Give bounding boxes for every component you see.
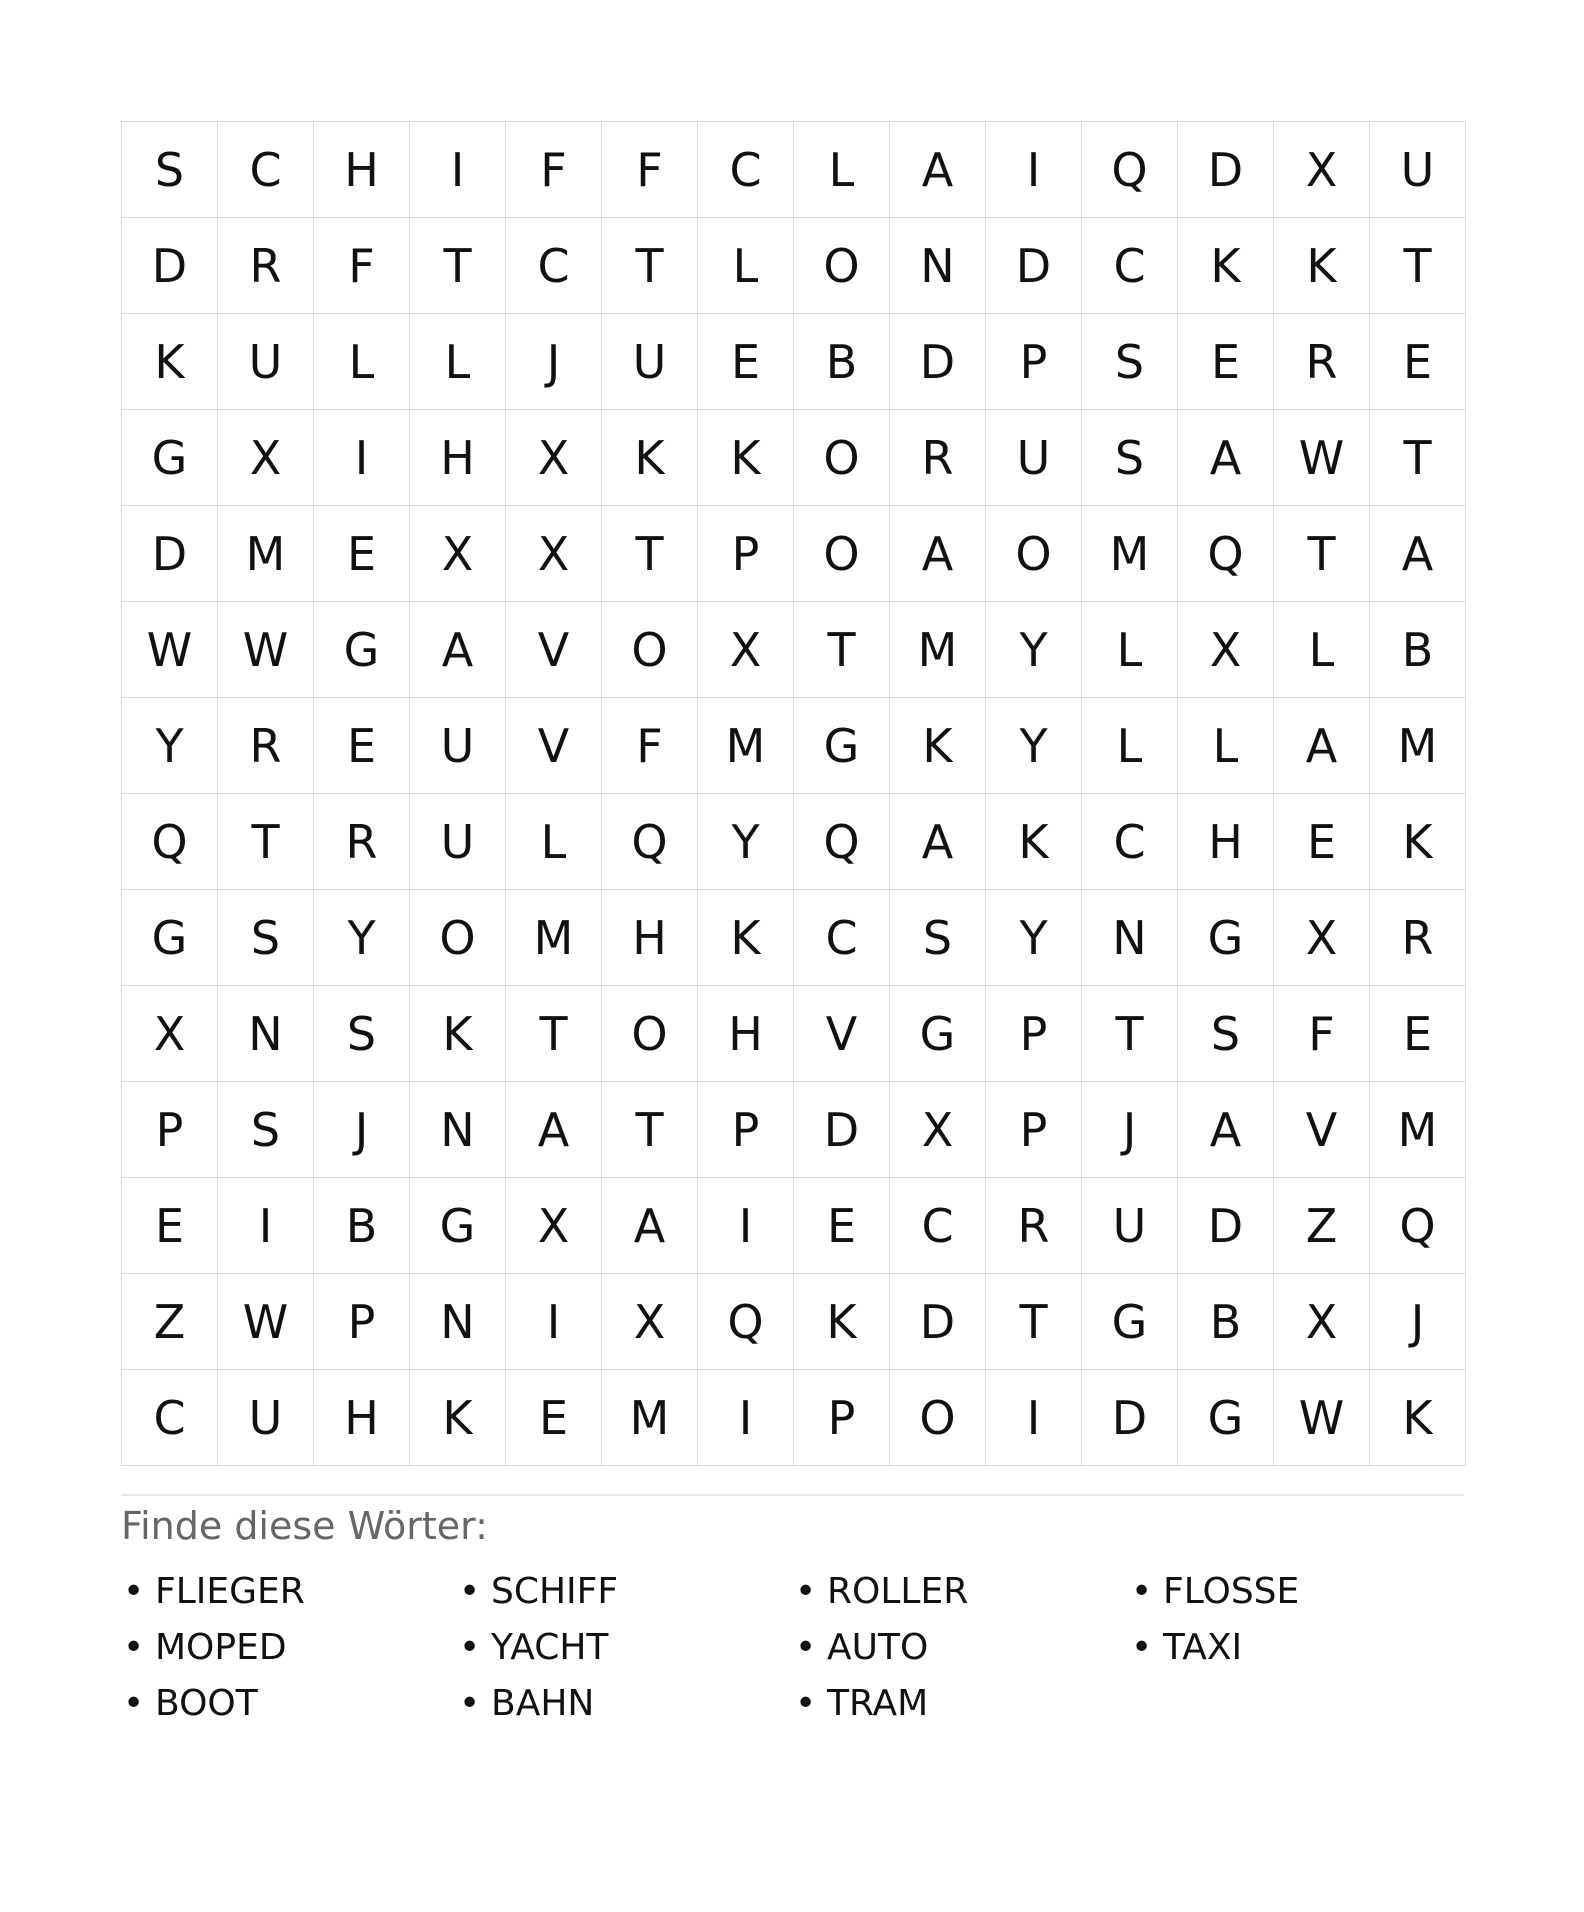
word-list-item [793,1564,1129,1620]
grid-cell[interactable]: C [218,122,314,218]
word-label: FLOSSE [1163,1570,1300,1612]
grid-cell[interactable]: P [794,1370,890,1466]
letter-grid [121,121,1466,1466]
grid-cell[interactable]: A [506,1082,602,1178]
grid-cell[interactable]: A [890,794,986,890]
grid-cell[interactable]: E [1178,314,1274,410]
word-label: FLIEGER [155,1570,305,1612]
grid-cell[interactable]: T [506,986,602,1082]
grid-cell[interactable]: I [986,1370,1082,1466]
grid-cell[interactable]: G [122,410,218,506]
grid-cell[interactable]: X [1274,890,1370,986]
grid-cell[interactable]: Y [314,890,410,986]
grid-cell[interactable]: F [602,698,698,794]
grid-cell[interactable]: I [698,1370,794,1466]
bullet-icon: • [123,1626,145,1668]
grid-cell[interactable]: T [602,506,698,602]
grid-cell[interactable]: A [1274,698,1370,794]
grid-cell[interactable]: U [1082,1178,1178,1274]
grid-cell[interactable]: F [1274,986,1370,1082]
grid-cell[interactable]: N [410,1082,506,1178]
grid-cell[interactable]: I [218,1178,314,1274]
grid-cell[interactable]: I [314,410,410,506]
word-label: ROLLER [827,1570,969,1612]
grid-cell[interactable]: T [794,602,890,698]
grid-cell[interactable]: Y [122,698,218,794]
word-list-item [121,1676,457,1732]
grid-cell[interactable]: M [698,698,794,794]
word-label: BAHN [491,1682,595,1724]
grid-cell[interactable]: R [218,218,314,314]
word-list-item [457,1564,793,1620]
grid-cell[interactable]: S [218,1082,314,1178]
word-list-item [457,1676,793,1732]
grid-cell[interactable]: Y [698,794,794,890]
grid-cell[interactable]: T [602,218,698,314]
grid-cell[interactable]: G [314,602,410,698]
grid-cell[interactable]: T [986,1274,1082,1370]
word-label: TAXI [1163,1626,1243,1668]
grid-cell[interactable]: M [1370,1082,1466,1178]
grid-cell[interactable]: L [314,314,410,410]
grid-cell[interactable]: Z [1274,1178,1370,1274]
word-label: SCHIFF [491,1570,619,1612]
grid-cell[interactable]: X [890,1082,986,1178]
grid-cell[interactable]: W [1274,410,1370,506]
grid-cell[interactable]: C [122,1370,218,1466]
grid-cell[interactable]: X [1274,1274,1370,1370]
grid-cell[interactable]: D [890,1274,986,1370]
grid-cell[interactable]: X [122,986,218,1082]
grid-cell[interactable]: X [218,410,314,506]
word-list-item [121,1620,457,1676]
grid-cell[interactable]: N [890,218,986,314]
word-label: AUTO [827,1626,929,1668]
grid-cell[interactable]: X [506,1178,602,1274]
grid-cell[interactable]: E [122,1178,218,1274]
grid-cell[interactable]: C [506,218,602,314]
grid-cell[interactable]: H [314,122,410,218]
grid-cell[interactable]: S [1178,986,1274,1082]
grid-cell[interactable]: A [1370,506,1466,602]
divider [121,1494,1464,1496]
grid-cell[interactable]: L [1082,602,1178,698]
grid-cell[interactable]: R [218,698,314,794]
grid-cell[interactable]: K [602,410,698,506]
grid-cell[interactable]: P [698,506,794,602]
grid-cell[interactable]: G [794,698,890,794]
grid-cell[interactable]: K [698,890,794,986]
grid-cell[interactable]: I [410,122,506,218]
grid-cell[interactable]: L [1082,698,1178,794]
grid-cell[interactable]: T [410,218,506,314]
grid-cell[interactable]: R [1274,314,1370,410]
grid-cell[interactable]: R [1370,890,1466,986]
grid-cell[interactable]: K [410,1370,506,1466]
grid-cell[interactable]: A [1178,1082,1274,1178]
grid-cell[interactable]: K [410,986,506,1082]
grid-cell[interactable]: K [1370,1370,1466,1466]
grid-cell[interactable]: P [314,1274,410,1370]
bullet-icon: • [795,1682,817,1724]
bullet-icon: • [123,1682,145,1724]
grid-cell[interactable]: Y [986,602,1082,698]
grid-cell[interactable]: C [698,122,794,218]
grid-cell[interactable]: Q [602,794,698,890]
grid-cell[interactable]: M [890,602,986,698]
grid-cell[interactable]: G [1082,1274,1178,1370]
grid-cell[interactable]: H [1178,794,1274,890]
grid-cell[interactable]: D [890,314,986,410]
grid-cell[interactable]: O [986,506,1082,602]
grid-cell[interactable]: L [410,314,506,410]
grid-cell[interactable]: K [794,1274,890,1370]
grid-cell[interactable]: Q [122,794,218,890]
grid-cell[interactable]: Q [794,794,890,890]
grid-cell[interactable]: K [1370,794,1466,890]
grid-cell[interactable]: N [410,1274,506,1370]
grid-cell[interactable]: B [1370,602,1466,698]
grid-cell[interactable]: M [1370,698,1466,794]
grid-cell[interactable]: P [122,1082,218,1178]
grid-cell[interactable]: G [1178,890,1274,986]
grid-cell[interactable]: M [602,1370,698,1466]
grid-cell[interactable]: V [506,698,602,794]
word-list-item [793,1676,1129,1732]
grid-cell[interactable]: T [1370,218,1466,314]
grid-cell[interactable]: L [1274,602,1370,698]
grid-cell[interactable]: V [1274,1082,1370,1178]
grid-cell[interactable]: S [218,890,314,986]
grid-cell[interactable]: C [1082,794,1178,890]
grid-cell[interactable]: O [794,218,890,314]
grid-cell[interactable]: L [506,794,602,890]
grid-cell[interactable]: T [1274,506,1370,602]
grid-cell[interactable]: N [218,986,314,1082]
grid-cell[interactable]: R [986,1178,1082,1274]
grid-cell[interactable]: U [986,410,1082,506]
grid-cell[interactable]: E [794,1178,890,1274]
grid-cell[interactable]: Z [122,1274,218,1370]
grid-cell[interactable]: D [794,1082,890,1178]
grid-cell[interactable]: S [890,890,986,986]
grid-cell[interactable]: M [218,506,314,602]
grid-cell[interactable]: E [1370,986,1466,1082]
grid-cell[interactable]: K [1274,218,1370,314]
grid-cell[interactable]: G [122,890,218,986]
grid-cell[interactable]: F [314,218,410,314]
grid-cell[interactable]: C [1082,218,1178,314]
grid-cell[interactable]: O [890,1370,986,1466]
grid-cell[interactable]: X [506,410,602,506]
grid-cell[interactable]: O [602,602,698,698]
word-search-sheet [121,121,1464,1732]
grid-cell[interactable]: B [1178,1274,1274,1370]
grid-cell[interactable]: O [794,506,890,602]
grid-cell[interactable]: D [986,218,1082,314]
grid-cell[interactable]: W [218,1274,314,1370]
grid-cell[interactable]: L [698,218,794,314]
word-label: BOOT [155,1682,258,1724]
grid-cell[interactable]: E [506,1370,602,1466]
grid-cell[interactable]: H [602,890,698,986]
word-label: TRAM [827,1682,929,1724]
grid-cell[interactable]: N [1082,890,1178,986]
grid-cell[interactable]: R [314,794,410,890]
word-list-item [793,1620,1129,1676]
grid-cell[interactable]: K [986,794,1082,890]
grid-cell[interactable]: Y [986,698,1082,794]
grid-cell[interactable]: U [218,314,314,410]
grid-cell[interactable]: M [506,890,602,986]
grid-cell[interactable]: P [986,986,1082,1082]
grid-cell[interactable]: I [986,122,1082,218]
grid-cell[interactable]: U [602,314,698,410]
grid-cell[interactable]: Q [1370,1178,1466,1274]
grid-cell[interactable]: L [1178,698,1274,794]
grid-cell[interactable]: T [602,1082,698,1178]
grid-cell[interactable]: R [890,410,986,506]
grid-cell[interactable]: K [122,314,218,410]
grid-cell[interactable]: G [890,986,986,1082]
grid-cell[interactable]: Q [1178,506,1274,602]
grid-cell[interactable]: H [314,1370,410,1466]
grid-cell[interactable]: I [506,1274,602,1370]
grid-cell[interactable]: D [1082,1370,1178,1466]
grid-cell[interactable]: J [1082,1082,1178,1178]
grid-cell[interactable]: J [506,314,602,410]
word-list-item [1129,1564,1465,1620]
grid-cell[interactable]: W [1274,1370,1370,1466]
grid-cell[interactable]: E [698,314,794,410]
grid-cell[interactable]: A [890,122,986,218]
grid-cell[interactable]: V [794,986,890,1082]
grid-cell[interactable]: Y [986,890,1082,986]
grid-cell[interactable]: S [122,122,218,218]
grid-cell[interactable]: J [314,1082,410,1178]
grid-cell[interactable]: O [410,890,506,986]
grid-cell[interactable]: X [506,506,602,602]
grid-cell[interactable]: X [1274,122,1370,218]
grid-cell[interactable]: E [1370,314,1466,410]
bullet-icon: • [459,1570,481,1612]
grid-cell[interactable]: A [410,602,506,698]
grid-cell[interactable]: L [794,122,890,218]
grid-cell[interactable]: P [986,314,1082,410]
grid-cell[interactable]: D [122,506,218,602]
bullet-icon: • [459,1682,481,1724]
grid-cell[interactable]: U [218,1370,314,1466]
grid-cell[interactable]: D [1178,122,1274,218]
grid-cell[interactable]: Q [698,1274,794,1370]
grid-cell[interactable]: O [602,986,698,1082]
word-label: YACHT [491,1626,609,1668]
grid-cell[interactable]: S [1082,314,1178,410]
bullet-icon: • [795,1570,817,1612]
grid-cell[interactable]: K [698,410,794,506]
bullet-icon: • [1131,1626,1153,1668]
bullet-icon: • [123,1570,145,1612]
grid-cell[interactable]: X [410,506,506,602]
grid-cell[interactable]: M [1082,506,1178,602]
grid-cell[interactable]: U [410,698,506,794]
grid-cell[interactable]: F [602,122,698,218]
grid-cell[interactable]: A [890,506,986,602]
grid-cell[interactable]: B [794,314,890,410]
grid-cell[interactable]: D [122,218,218,314]
word-list-item [121,1564,457,1620]
bullet-icon: • [459,1626,481,1668]
grid-cell[interactable]: C [890,1178,986,1274]
grid-cell[interactable]: G [410,1178,506,1274]
word-list-item [457,1620,793,1676]
grid-cell[interactable]: X [1178,602,1274,698]
grid-cell[interactable]: O [794,410,890,506]
grid-cell[interactable]: B [314,1178,410,1274]
grid-cell[interactable]: E [1274,794,1370,890]
grid-cell[interactable]: U [410,794,506,890]
grid-cell[interactable]: I [698,1178,794,1274]
grid-cell[interactable]: X [602,1274,698,1370]
grid-cell[interactable]: K [1178,218,1274,314]
grid-cell[interactable]: E [314,506,410,602]
word-label: MOPED [155,1626,287,1668]
grid-cell[interactable]: X [698,602,794,698]
grid-cell[interactable]: T [1370,410,1466,506]
grid-cell[interactable]: U [1370,122,1466,218]
grid-cell[interactable]: V [506,602,602,698]
grid-cell[interactable]: T [218,794,314,890]
grid-cell[interactable]: D [1178,1178,1274,1274]
grid-cell[interactable]: Q [1082,122,1178,218]
bullet-icon: • [795,1626,817,1668]
grid-cell[interactable]: W [122,602,218,698]
grid-cell[interactable]: P [698,1082,794,1178]
grid-cell[interactable]: T [1082,986,1178,1082]
wordlist-heading: Finde diese Wörter: [121,1504,488,1548]
bullet-icon: • [1131,1570,1153,1612]
grid-cell[interactable]: S [1082,410,1178,506]
grid-cell[interactable]: J [1370,1274,1466,1370]
grid-cell[interactable]: S [314,986,410,1082]
grid-cell[interactable]: P [986,1082,1082,1178]
word-list [121,1564,1465,1732]
grid-cell[interactable]: F [506,122,602,218]
grid-cell[interactable]: G [1178,1370,1274,1466]
grid-cell[interactable]: C [794,890,890,986]
word-list-item [1129,1620,1465,1676]
grid-cell[interactable]: A [1178,410,1274,506]
grid-cell[interactable]: K [890,698,986,794]
grid-cell[interactable]: H [410,410,506,506]
grid-cell[interactable]: E [314,698,410,794]
grid-cell[interactable]: H [698,986,794,1082]
grid-cell[interactable]: A [602,1178,698,1274]
grid-cell[interactable]: W [218,602,314,698]
